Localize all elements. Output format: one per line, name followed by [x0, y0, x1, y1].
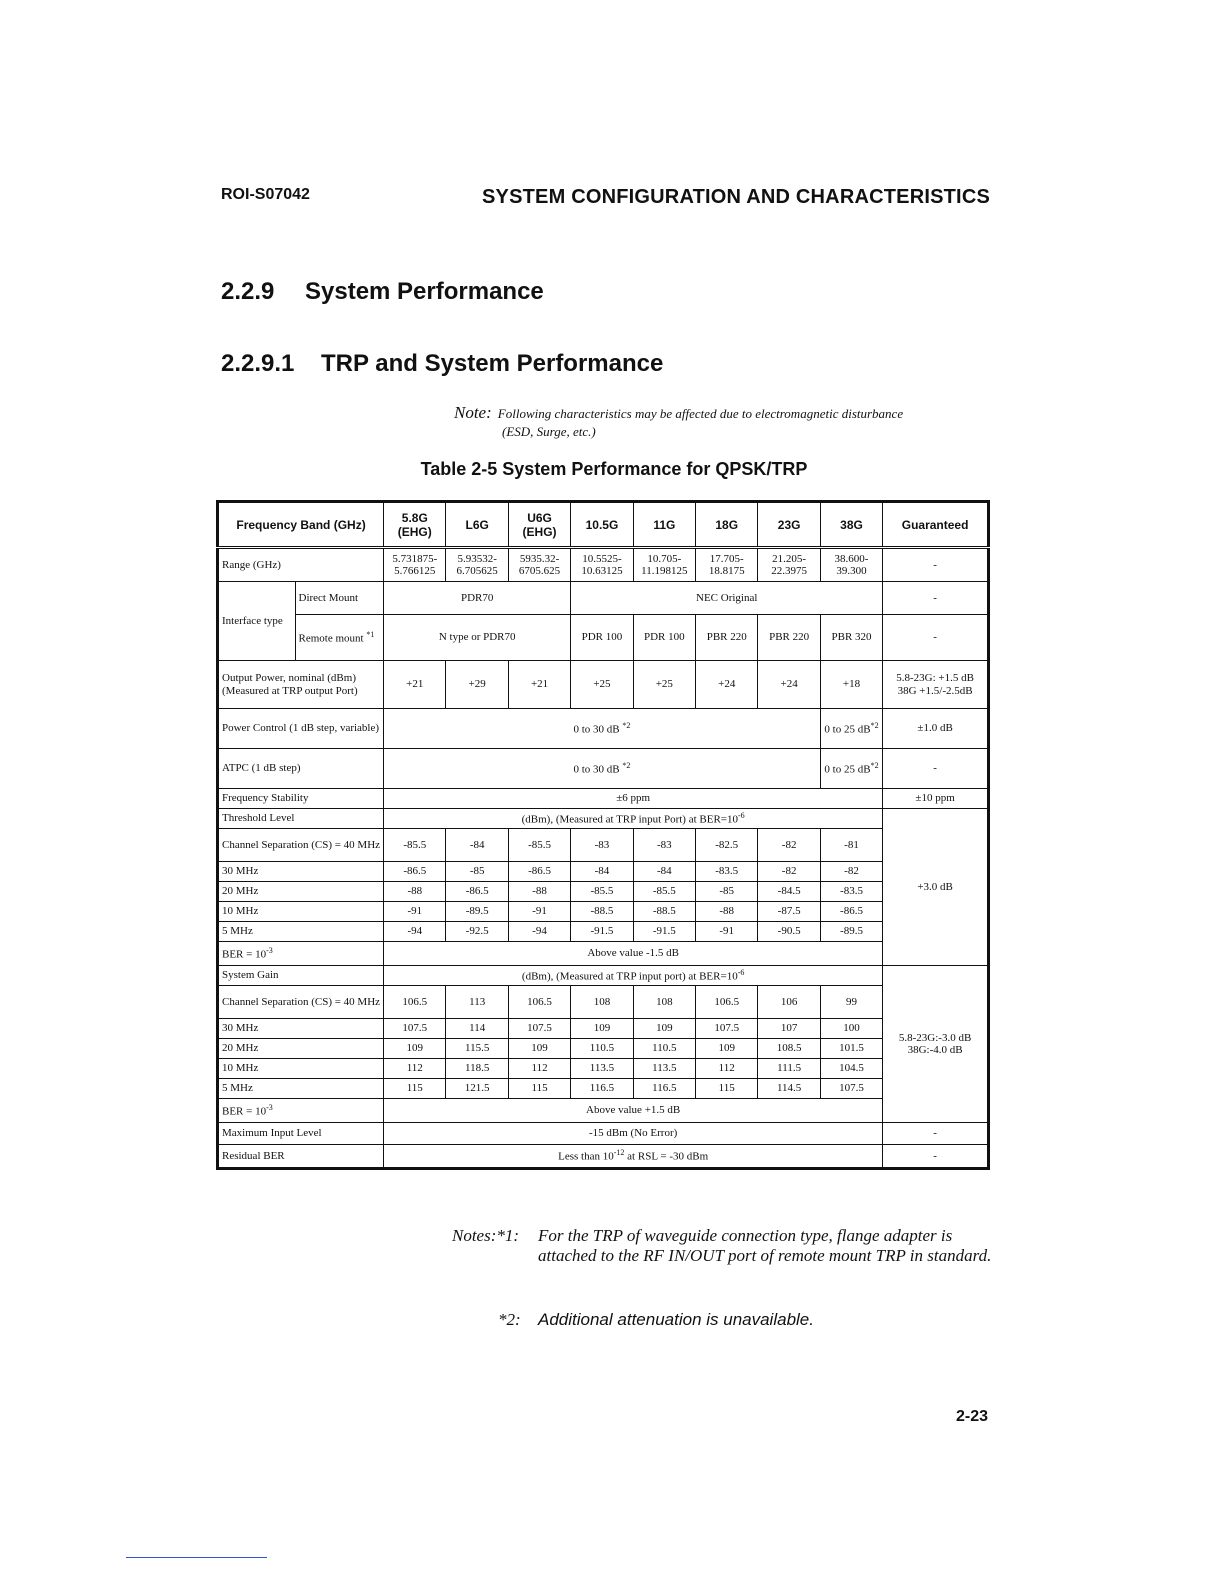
footnote-ref: *2 — [870, 760, 879, 770]
guaranteed-cell: 5.8-23G:-3.0 dB 38G:-4.0 dB — [883, 966, 989, 1123]
col-header: 10.5G — [571, 502, 633, 548]
subsection-heading — [221, 350, 663, 378]
cell — [384, 749, 821, 789]
note-label: Note: — [454, 403, 492, 422]
cell: -91.5 — [633, 922, 695, 942]
table-row — [218, 829, 989, 862]
cell: 115 — [696, 1079, 758, 1099]
cell: 109 — [696, 1039, 758, 1059]
table-row — [218, 902, 989, 922]
row-label: Threshold Level — [218, 809, 384, 829]
cell: -81 — [820, 829, 882, 862]
cell: 121.5 — [446, 1079, 508, 1099]
header-row — [218, 502, 989, 548]
footnote-1-key: Notes:*1: — [452, 1226, 520, 1245]
table-caption: Table 2-5 System Performance for QPSK/TRP — [420, 459, 808, 479]
cell: -91 — [508, 902, 570, 922]
row-label: 20 MHz — [218, 882, 384, 902]
cell: 113.5 — [571, 1059, 633, 1079]
table-row — [218, 1123, 989, 1145]
row-label: 10 MHz — [218, 1059, 384, 1079]
table-row — [218, 922, 989, 942]
guaranteed-cell: +3.0 dB — [883, 809, 989, 966]
col-header: L6G — [446, 502, 508, 548]
cell: Above value -1.5 dB — [384, 942, 883, 966]
cell: -85.5 — [571, 882, 633, 902]
document-id: ROI-S07042 — [221, 186, 310, 203]
row-label: Output Power, nominal (dBm) (Measured at TRP output Port) — [218, 661, 384, 709]
cell: 5935.32-6705.625 — [508, 548, 570, 582]
table-row — [218, 1079, 989, 1099]
cell: -15 dBm (No Error) — [384, 1123, 883, 1145]
cell: PDR 100 — [633, 615, 695, 661]
cell: -84.5 — [758, 882, 820, 902]
cell: -85 — [696, 882, 758, 902]
footnote-2-text: Additional attenuation is unavailable. — [538, 1310, 814, 1329]
cell: +18 — [820, 661, 882, 709]
col-header: 5.8G (EHG) — [384, 502, 446, 548]
cell: -83 — [571, 829, 633, 862]
cell: 99 — [820, 986, 882, 1019]
guaranteed-cell: - — [883, 548, 989, 582]
note — [454, 403, 994, 440]
superscript: -6 — [737, 967, 745, 977]
cell: -82 — [820, 862, 882, 882]
table-row — [218, 661, 989, 709]
cell: -88 — [384, 882, 446, 902]
row-label: Channel Separation (CS) = 40 MHz — [218, 986, 384, 1019]
cell: Above value +1.5 dB — [384, 1099, 883, 1123]
cell — [820, 749, 882, 789]
section-number: 2.2.9 — [221, 278, 275, 305]
cell: 5.93532-6.705625 — [446, 548, 508, 582]
note-line2: (ESD, Surge, etc.) — [502, 424, 596, 439]
cell: 111.5 — [758, 1059, 820, 1079]
guaranteed-cell: - — [883, 749, 989, 789]
cell: -91 — [384, 902, 446, 922]
cell: -91.5 — [571, 922, 633, 942]
bottom-rule — [126, 1557, 267, 1558]
cell: N type or PDR70 — [384, 615, 571, 661]
cell: ±6 ppm — [384, 789, 883, 809]
ber-label-text: BER = 10 — [222, 1105, 267, 1118]
superscript: -6 — [738, 810, 745, 820]
cell: 108 — [633, 986, 695, 1019]
cell: 107 — [758, 1019, 820, 1039]
cell: -85 — [446, 862, 508, 882]
footnote-1-text: For the TRP of waveguide connection type, flange adapter is attached to the RF IN/OUT port of remote mount TRP in standard. — [538, 1226, 992, 1265]
value-text: Less than 10 — [558, 1150, 614, 1163]
cell: -91 — [696, 922, 758, 942]
cell: +24 — [758, 661, 820, 709]
cell: 109 — [571, 1019, 633, 1039]
superscript: -3 — [266, 1102, 273, 1112]
cell: 113 — [446, 986, 508, 1019]
cell: -86.5 — [384, 862, 446, 882]
value-text: (dBm), (Measured at TRP input Port) at BER=10 — [521, 813, 739, 826]
guaranteed-cell: 5.8-23G: +1.5 dB 38G +1.5/-2.5dB — [883, 661, 989, 709]
cell: PDR 100 — [571, 615, 633, 661]
cell: +29 — [446, 661, 508, 709]
cell: 106 — [758, 986, 820, 1019]
col-header: Frequency Band (GHz) — [218, 502, 384, 548]
cell: 100 — [820, 1019, 882, 1039]
row-label: ATPC (1 dB step) — [218, 749, 384, 789]
col-header: 11G — [633, 502, 695, 548]
cell: 107.5 — [820, 1079, 882, 1099]
cell: 104.5 — [820, 1059, 882, 1079]
cell: 109 — [633, 1019, 695, 1039]
cell — [384, 809, 883, 829]
cell: 21.205-22.3975 — [758, 548, 820, 582]
row-label: Frequency Stability — [218, 789, 384, 809]
cell: 10.5525-10.63125 — [571, 548, 633, 582]
cell: +25 — [633, 661, 695, 709]
row-label: 5 MHz — [218, 922, 384, 942]
footnote-2-key: *2: — [498, 1310, 521, 1329]
cell: +25 — [571, 661, 633, 709]
cell: 107.5 — [696, 1019, 758, 1039]
cell: +21 — [384, 661, 446, 709]
value-text: 0 to 25 dB — [824, 763, 871, 776]
cell: -83.5 — [696, 862, 758, 882]
cell: 106.5 — [384, 986, 446, 1019]
row-label — [218, 1099, 384, 1123]
cell: -88.5 — [633, 902, 695, 922]
row-label: Maximum Input Level — [218, 1123, 384, 1145]
row-label: Residual BER — [218, 1145, 384, 1169]
cell: -86.5 — [820, 902, 882, 922]
cell: -82 — [758, 829, 820, 862]
footnote-ref: *2 — [870, 720, 879, 730]
cell — [820, 709, 882, 749]
table-row — [218, 986, 989, 1019]
table-row — [218, 749, 989, 789]
cell: -90.5 — [758, 922, 820, 942]
col-header: 38G — [820, 502, 882, 548]
cell: PBR 220 — [696, 615, 758, 661]
cell: -86.5 — [508, 862, 570, 882]
remote-mount-label: Remote mount — [298, 632, 364, 645]
guaranteed-cell: - — [883, 615, 989, 661]
table-row — [218, 942, 989, 966]
cell: 106.5 — [508, 986, 570, 1019]
row-label: Interface type — [218, 582, 296, 661]
table-row — [218, 809, 989, 829]
superscript: -12 — [613, 1148, 625, 1158]
cell — [384, 709, 821, 749]
row-label: Channel Separation (CS) = 40 MHz — [218, 829, 384, 862]
note-line1: Following characteristics may be affected due to electromagnetic disturbance — [497, 406, 904, 421]
cell: -85.5 — [384, 829, 446, 862]
row-label: 30 MHz — [218, 1019, 384, 1039]
superscript: -3 — [266, 945, 273, 955]
row-label — [218, 942, 384, 966]
cell: 118.5 — [446, 1059, 508, 1079]
row-label: Power Control (1 dB step, variable) — [218, 709, 384, 749]
value-text: (dBm), (Measured at TRP input port) at BER=10 — [521, 970, 738, 983]
value-text: at RSL = -30 dBm — [624, 1150, 709, 1163]
value-text: 0 to 30 dB — [573, 763, 620, 776]
cell: 114.5 — [758, 1079, 820, 1099]
cell: -83.5 — [820, 882, 882, 902]
col-header: 23G — [758, 502, 820, 548]
table-row — [218, 789, 989, 809]
guaranteed-cell: - — [883, 1145, 989, 1169]
cell: 115 — [508, 1079, 570, 1099]
guaranteed-cell: ±1.0 dB — [883, 709, 989, 749]
row-label: System Gain — [218, 966, 384, 986]
subsection-title: TRP and System Performance — [321, 350, 664, 377]
cell: 110.5 — [571, 1039, 633, 1059]
cell: +21 — [508, 661, 570, 709]
cell: PBR 220 — [758, 615, 820, 661]
row-label: 30 MHz — [218, 862, 384, 882]
table-row — [218, 582, 989, 615]
col-header: 18G — [696, 502, 758, 548]
row-label: 10 MHz — [218, 902, 384, 922]
cell: -89.5 — [446, 902, 508, 922]
cell: 107.5 — [384, 1019, 446, 1039]
cell: -94 — [508, 922, 570, 942]
cell: 101.5 — [820, 1039, 882, 1059]
guaranteed-cell: - — [883, 582, 989, 615]
cell: -83 — [633, 829, 695, 862]
cell: -88 — [696, 902, 758, 922]
cell: 108 — [571, 986, 633, 1019]
footnote-ref: *1 — [366, 629, 375, 639]
table-row — [218, 1145, 989, 1169]
row-label: 5 MHz — [218, 1079, 384, 1099]
cell: -89.5 — [820, 922, 882, 942]
ber-label-text: BER = 10 — [222, 948, 267, 961]
cell — [384, 1145, 883, 1169]
row-label: 20 MHz — [218, 1039, 384, 1059]
table-row — [218, 615, 989, 661]
cell: 113.5 — [633, 1059, 695, 1079]
cell: 107.5 — [508, 1019, 570, 1039]
cell: PBR 320 — [820, 615, 882, 661]
col-header: U6G (EHG) — [508, 502, 570, 548]
cell: -88.5 — [571, 902, 633, 922]
section-title: System Performance — [305, 278, 544, 305]
cell: -84 — [571, 862, 633, 882]
page-number: 2-23 — [955, 1408, 988, 1425]
guaranteed-cell: ±10 ppm — [883, 789, 989, 809]
guaranteed-cell: - — [883, 1123, 989, 1145]
cell: -84 — [633, 862, 695, 882]
section-heading — [221, 278, 544, 306]
table-row — [218, 862, 989, 882]
cell: -84 — [446, 829, 508, 862]
footnote-ref: *2 — [622, 760, 631, 770]
subsection-number: 2.2.9.1 — [221, 350, 295, 377]
cell: 112 — [508, 1059, 570, 1079]
chapter-title: SYSTEM CONFIGURATION AND CHARACTERISTICS — [482, 186, 990, 208]
table-row — [218, 1039, 989, 1059]
cell: 115 — [384, 1079, 446, 1099]
cell: 115.5 — [446, 1039, 508, 1059]
cell: -88 — [508, 882, 570, 902]
footnote-ref: *2 — [622, 720, 631, 730]
cell: -94 — [384, 922, 446, 942]
cell: -87.5 — [758, 902, 820, 922]
row-sublabel: Direct Mount — [295, 582, 384, 615]
cell: 108.5 — [758, 1039, 820, 1059]
table-row — [218, 1099, 989, 1123]
cell: -92.5 — [446, 922, 508, 942]
cell: 109 — [508, 1039, 570, 1059]
cell: -86.5 — [446, 882, 508, 902]
cell: 112 — [696, 1059, 758, 1079]
value-text: 0 to 25 dB — [824, 723, 871, 736]
cell: -82.5 — [696, 829, 758, 862]
cell: 10.705-11.198125 — [633, 548, 695, 582]
value-text: 0 to 30 dB — [573, 723, 620, 736]
table-row — [218, 1059, 989, 1079]
cell: PDR70 — [384, 582, 571, 615]
cell: -85.5 — [508, 829, 570, 862]
cell: 116.5 — [571, 1079, 633, 1099]
cell: +24 — [696, 661, 758, 709]
table-row — [218, 548, 989, 582]
cell — [384, 966, 883, 986]
cell: 109 — [384, 1039, 446, 1059]
footnote-1 — [452, 1226, 992, 1266]
cell: -82 — [758, 862, 820, 882]
cell: 38.600-39.300 — [820, 548, 882, 582]
table-row — [218, 882, 989, 902]
cell: 116.5 — [633, 1079, 695, 1099]
cell: 112 — [384, 1059, 446, 1079]
performance-table — [216, 500, 990, 1170]
cell: 17.705-18.8175 — [696, 548, 758, 582]
cell: -85.5 — [633, 882, 695, 902]
cell: 106.5 — [696, 986, 758, 1019]
cell: 114 — [446, 1019, 508, 1039]
col-header: Guaranteed — [883, 502, 989, 548]
cell: 5.731875-5.766125 — [384, 548, 446, 582]
footnote-2 — [498, 1310, 814, 1330]
table-row — [218, 709, 989, 749]
table-row — [218, 966, 989, 986]
cell: 110.5 — [633, 1039, 695, 1059]
row-sublabel — [295, 615, 384, 661]
row-label: Range (GHz) — [218, 548, 384, 582]
table-row — [218, 1019, 989, 1039]
cell: NEC Original — [571, 582, 883, 615]
